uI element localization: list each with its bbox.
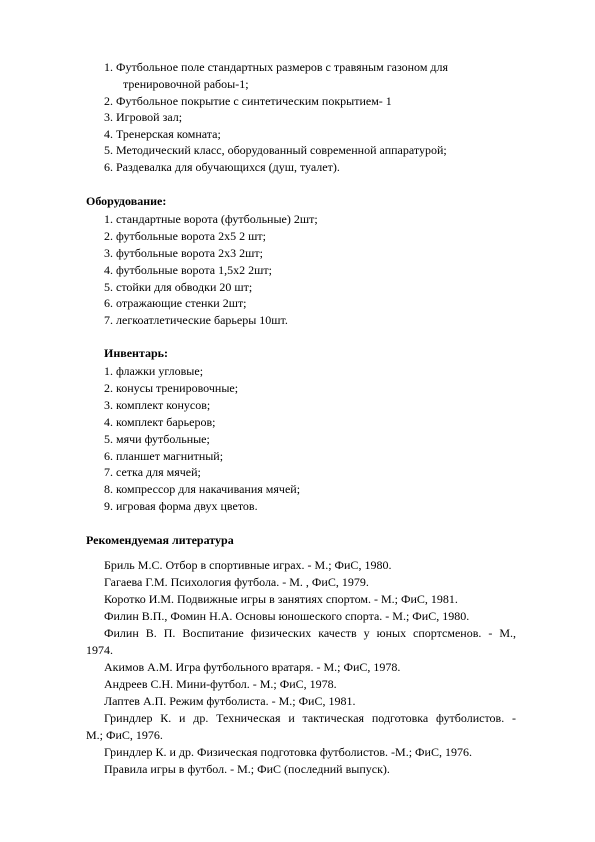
list-item: тренировочной рабоы-1; xyxy=(123,77,249,91)
list-item: 3. комплект конусов; xyxy=(104,398,211,412)
list-item: 6. отражающие стенки 2шт; xyxy=(104,296,247,310)
list-item: 2. Футбольное покрытие с синтетическим покрытием- 1 xyxy=(104,94,392,108)
reference-line: Акимов А.М. Игра футбольного вратаря. - М.; ФиС, 1978. xyxy=(104,660,401,674)
reference-line: Гагаева Г.М. Психология футбола. - М. , ФиС, 1979. xyxy=(104,575,369,589)
list-item: 4. футбольные ворота 1,5х2 2шт; xyxy=(104,263,272,277)
list-item: 3. футбольные ворота 2х3 2шт; xyxy=(104,246,263,260)
list-item: 9. игровая форма двух цветов. xyxy=(104,499,258,513)
reference-line: Филин В.П., Фомин Н.А. Основы юношеского спорта. - М.; ФиС, 1980. xyxy=(104,609,470,623)
list-item: 4. Тренерская комната; xyxy=(104,127,221,141)
reference-line: Андреев С.Н. Мини-футбол. - М.; ФиС, 1978. xyxy=(104,677,337,691)
list-item: 7. сетка для мячей; xyxy=(104,465,201,479)
list-item: 2. конусы тренировочные; xyxy=(104,381,239,395)
literature-heading: Рекомендуемая литература xyxy=(86,533,234,547)
list-item: 6. планшет магнитный; xyxy=(104,449,224,463)
list-item: 4. комплект барьеров; xyxy=(104,415,216,429)
reference-line: Филин В. П. Воспитание физических качеств у юных спортсменов. - М., xyxy=(104,626,516,640)
list-item: 8. компрессор для накачивания мячей; xyxy=(104,482,301,496)
list-item: 3. Игровой зал; xyxy=(104,110,183,124)
reference-line: Гриндлер К. и др. Техническая и тактическая подготовка футболистов. - xyxy=(104,711,516,725)
equipment-heading: Оборудование: xyxy=(86,194,167,208)
reference-line: Бриль М.С. Отбор в спортивные играх. - М.; ФиС, 1980. xyxy=(104,558,392,572)
list-item: 2. футбольные ворота 2х5 2 шт; xyxy=(104,229,266,243)
reference-line: М.; ФиС, 1976. xyxy=(86,728,163,742)
list-item: 6. Раздевалка для обучающихся (душ, туалет). xyxy=(104,160,340,174)
list-item: 1. стандартные ворота (футбольные) 2шт; xyxy=(104,212,318,226)
reference-line: Коротко И.М. Подвижные игры в занятиях спортом. - М.; ФиС, 1981. xyxy=(104,592,458,606)
reference-line: Правила игры в футбол. - М.; ФиС (последний выпуск). xyxy=(104,762,390,776)
list-item: 5. стойки для обводки 20 шт; xyxy=(104,280,253,294)
inventory-heading: Инвентарь: xyxy=(104,346,169,360)
reference-line: Гриндлер К. и др. Физическая подготовка футболистов. -М.; ФиС, 1976. xyxy=(104,745,472,759)
list-item: 1. флажки угловые; xyxy=(104,364,204,378)
reference-line: 1974. xyxy=(86,643,113,657)
list-item: 1. Футбольное поле стандартных размеров с травяным газоном для xyxy=(104,60,449,74)
list-item: 5. мячи футбольные; xyxy=(104,432,210,446)
list-item: 7. легкоатлетические барьеры 10шт. xyxy=(104,313,288,327)
list-item: 5. Методический класс, оборудованный современной аппаратурой; xyxy=(104,143,447,157)
reference-line: Лаптев А.П. Режим футболиста. - М.; ФиС, 1981. xyxy=(104,694,356,708)
